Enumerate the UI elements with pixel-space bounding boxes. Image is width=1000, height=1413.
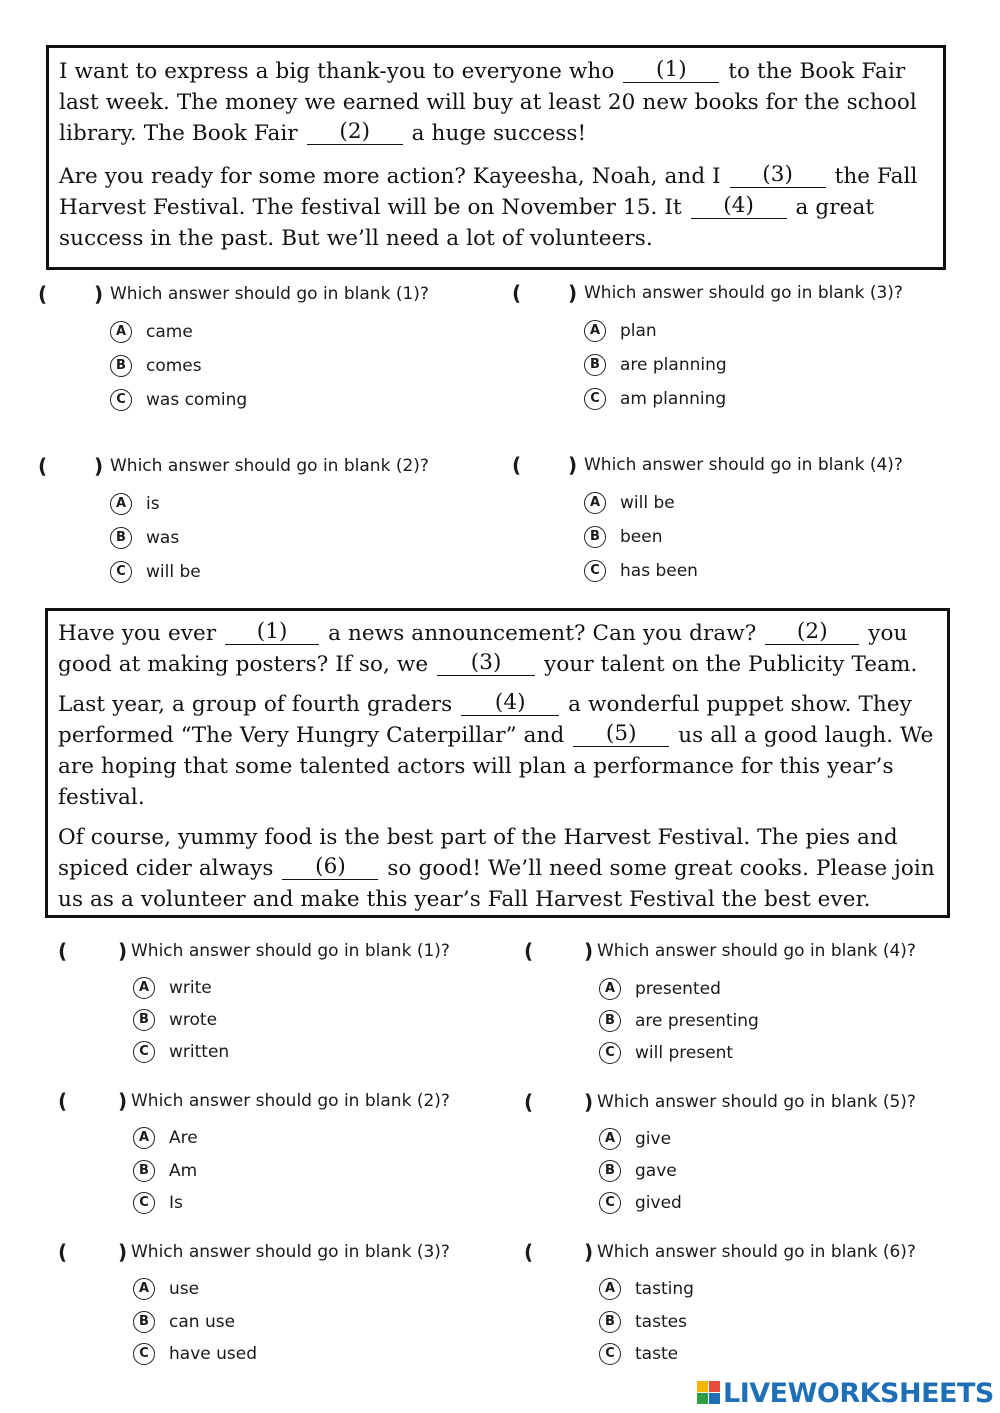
option-b[interactable]: B can use — [133, 1311, 235, 1335]
option-c[interactable]: C will be — [110, 561, 201, 585]
question-text: Which answer should go in blank (3)? — [584, 283, 903, 303]
option-b[interactable]: B been — [584, 526, 662, 550]
question-text: Which answer should go in blank (2)? — [110, 456, 429, 476]
passage-2-paragraph-3: Of course, yummy food is the best part of the Harvest Festival. The pies and spiced cider always (6) so good! We’ll need some great cooks. Please join us as a volunteer and make this year’s Fall Harvest Festival the best ever. — [58, 825, 935, 912]
option-letter-badge: C — [110, 389, 132, 411]
option-letter-badge: B — [599, 1160, 621, 1182]
answer-slot[interactable]: ) — [584, 1090, 594, 1114]
option-a[interactable]: A use — [133, 1278, 199, 1302]
option-letter-badge: A — [110, 493, 132, 515]
logo-icon — [697, 1381, 721, 1405]
question-text: Which answer should go in blank (4)? — [597, 941, 916, 961]
question-text: Which answer should go in blank (5)? — [597, 1092, 916, 1112]
option-letter-badge: B — [133, 1009, 155, 1031]
option-a[interactable]: A is — [110, 493, 160, 517]
answer-slot[interactable]: ) — [94, 454, 104, 478]
option-c[interactable]: C has been — [584, 560, 698, 584]
option-letter-badge: B — [110, 527, 132, 549]
option-b[interactable]: B comes — [110, 355, 202, 379]
option-letter-badge: A — [599, 978, 621, 1000]
option-letter-badge: C — [133, 1192, 155, 1214]
option-c[interactable]: C am planning — [584, 388, 726, 412]
question-text: Which answer should go in blank (4)? — [584, 455, 903, 475]
blank-6: (6) — [282, 857, 378, 880]
blank-4: (4) — [691, 196, 787, 219]
passage-2-paragraph-2: Last year, a group of fourth graders (4) a wonderful puppet show. They performed “The Very Hungry Caterpillar” and (5) us all a good laugh. We are hoping that some talented actors will plan a performance for this year’s festival. — [58, 690, 934, 810]
passage-2-paragraph-1: Have you ever (1) a news announcement? Can you draw? (2) you good at making posters? If so, we (3) your talent on the Publicity Team. — [58, 619, 918, 677]
logo-square-1 — [697, 1381, 708, 1392]
option-letter-badge: A — [133, 1127, 155, 1149]
option-a[interactable]: A Are — [133, 1127, 198, 1151]
option-a[interactable]: A came — [110, 321, 193, 345]
answer-slot[interactable]: ) — [118, 1089, 128, 1113]
option-letter-badge: B — [110, 355, 132, 377]
option-b[interactable]: B are presenting — [599, 1010, 759, 1034]
option-letter-badge: C — [599, 1042, 621, 1064]
option-letter-badge: A — [599, 1128, 621, 1150]
passage-1-paragraph-1: I want to express a big thank-you to everyone who (1) to the Book Fair last week. The money we earned will buy at least 20 new books for the school library. The Book Fair (2) a huge success! — [59, 57, 917, 146]
option-letter-badge: C — [599, 1343, 621, 1365]
liveworksheets-logo[interactable] — [697, 1378, 994, 1409]
option-b[interactable]: B wrote — [133, 1009, 217, 1033]
option-b[interactable]: B are planning — [584, 354, 727, 378]
option-letter-badge: A — [599, 1278, 621, 1300]
option-a[interactable]: A will be — [584, 492, 675, 516]
option-letter-badge: B — [584, 354, 606, 376]
option-letter-badge: A — [133, 1278, 155, 1300]
option-letter-badge: C — [133, 1041, 155, 1063]
option-a[interactable]: A plan — [584, 320, 657, 344]
blank-1: (1) — [623, 60, 719, 83]
option-letter-badge: B — [599, 1010, 621, 1032]
option-letter-badge: A — [133, 977, 155, 999]
option-letter-badge: C — [584, 560, 606, 582]
option-b[interactable]: B tastes — [599, 1311, 687, 1335]
passage-2 — [45, 608, 950, 918]
logo-square-4 — [709, 1393, 720, 1404]
option-c[interactable]: C was coming — [110, 389, 247, 413]
blank-3: (3) — [730, 165, 826, 188]
option-b[interactable]: B gave — [599, 1160, 677, 1184]
answer-slot[interactable]: ) — [584, 939, 594, 963]
blank-2: (2) — [307, 122, 403, 145]
passage-1 — [46, 45, 946, 270]
option-c[interactable]: C written — [133, 1041, 229, 1065]
logo-square-3 — [697, 1393, 708, 1404]
blank-3: (3) — [437, 653, 535, 676]
option-c[interactable]: C gived — [599, 1192, 682, 1216]
option-c[interactable]: C will present — [599, 1042, 733, 1066]
option-letter-badge: C — [599, 1192, 621, 1214]
blank-1: (1) — [225, 622, 319, 645]
option-c[interactable]: C have used — [133, 1343, 257, 1367]
option-letter-badge: B — [133, 1311, 155, 1333]
option-letter-badge: A — [584, 492, 606, 514]
option-a[interactable]: A give — [599, 1128, 671, 1152]
option-c[interactable]: C taste — [599, 1343, 678, 1367]
blank-5: (5) — [573, 724, 669, 747]
option-a[interactable]: A tasting — [599, 1278, 694, 1302]
option-letter-badge: C — [133, 1343, 155, 1365]
answer-slot[interactable]: ) — [568, 453, 578, 477]
passage-1-paragraph-2: Are you ready for some more action? Kayeesha, Noah, and I (3) the Fall Harvest Festival. The festival will be on November 15. It (4) a great success in the past. But we’ll need a lot of volunteers. — [59, 162, 918, 251]
answer-slot[interactable]: ) — [584, 1240, 594, 1264]
option-a[interactable]: A write — [133, 977, 212, 1001]
answer-slot[interactable]: ) — [118, 939, 128, 963]
question-text: Which answer should go in blank (1)? — [110, 284, 429, 304]
option-a[interactable]: A presented — [599, 978, 721, 1002]
option-letter-badge: B — [584, 526, 606, 548]
answer-slot[interactable]: ) — [94, 282, 104, 306]
answer-slot[interactable]: ) — [568, 281, 578, 305]
option-letter-badge: C — [584, 388, 606, 410]
blank-2: (2) — [765, 622, 859, 645]
logo-square-2 — [709, 1381, 720, 1392]
question-text: Which answer should go in blank (2)? — [131, 1091, 450, 1111]
logo-text: LIVEWORKSHEETS — [723, 1378, 994, 1409]
option-letter-badge: A — [584, 320, 606, 342]
answer-slot[interactable]: ) — [118, 1240, 128, 1264]
option-b[interactable]: B was — [110, 527, 179, 551]
question-text: Which answer should go in blank (3)? — [131, 1242, 450, 1262]
blank-4: (4) — [461, 693, 559, 716]
option-letter-badge: B — [599, 1311, 621, 1333]
question-text: Which answer should go in blank (1)? — [131, 941, 450, 961]
option-c[interactable]: C Is — [133, 1192, 183, 1216]
question-text: Which answer should go in blank (6)? — [597, 1242, 916, 1262]
option-letter-badge: B — [133, 1160, 155, 1182]
option-letter-badge: C — [110, 561, 132, 583]
option-b[interactable]: B Am — [133, 1160, 197, 1184]
option-letter-badge: A — [110, 321, 132, 343]
